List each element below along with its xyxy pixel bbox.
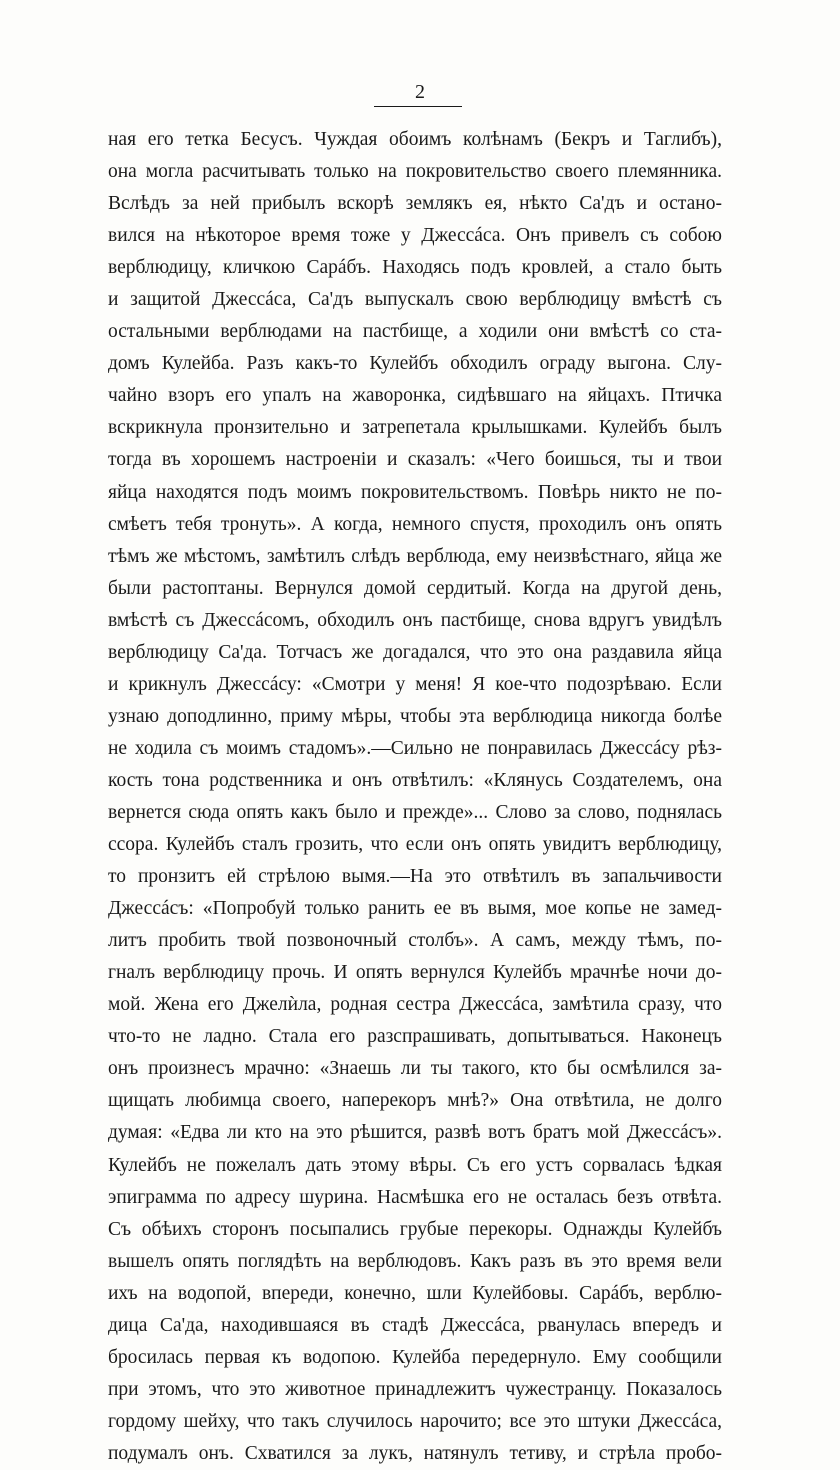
text-line: Съ обѣихъ сторонъ посыпались грубые перекоры. Однажды Кулейбъ xyxy=(108,1218,722,1240)
text-line: верблюдицу, кличкою Сарáбъ. Находясь подъ кровлей, а стало быть xyxy=(108,257,722,279)
text-line: дица Са'да, находившаяся въ стадѣ Джессáса, рванулась впередъ и xyxy=(108,1314,722,1336)
text-line: думая: «Едва ли кто на это рѣшится, развѣ вотъ братъ мой Джессáсъ». xyxy=(108,1122,722,1144)
text-line: бросилась первая къ водопою. Кулейба передернуло. Ему сообщили xyxy=(108,1346,722,1368)
text-line: подумалъ онъ. Схватился за лукъ, натянулъ тетиву, и стрѣла пробо- xyxy=(108,1442,722,1464)
text-line: домъ Кулейба. Разъ какъ-то Кулейбъ обходилъ ограду выгона. Слу- xyxy=(108,353,722,375)
text-line: тогда въ хорошемъ настроеніи и сказалъ: «Чего боишься, ты и твои xyxy=(108,449,722,471)
text-line: что-то не ладно. Стала его разспрашивать, допытываться. Наконецъ xyxy=(108,1026,722,1048)
text-line: были растоптаны. Вернулся домой сердитый. Когда на другой день, xyxy=(108,577,722,599)
text-line: Вслѣдъ за ней прибылъ вскорѣ землякъ ея, нѣкто Са'дъ и остано- xyxy=(108,193,722,215)
text-line: щищать любимца своего, наперекоръ мнѣ?» Она отвѣтила, не долго xyxy=(108,1090,722,1112)
text-line: вился на нѣкоторое время тоже у Джессáса. Онъ привелъ съ собою xyxy=(108,225,722,247)
text-line: вмѣстѣ съ Джессáсомъ, обходилъ онъ пастбище, снова вдругъ увидѣлъ xyxy=(108,609,722,631)
text-line: ная его тетка Бесусъ. Чуждая обоимъ колѣнамъ (Бекръ и Таглибъ), xyxy=(108,129,722,150)
text-line: литъ пробить твой позвоночный столбъ». А самъ, между тѣмъ, по- xyxy=(108,930,722,952)
text-line: вернется сюда опять какъ было и прежде»... Слово за слово, поднялась xyxy=(108,801,722,823)
text-line: гналъ верблюдицу прочь. И опять вернулся Кулейбъ мрачнѣе ночи до- xyxy=(108,962,722,984)
text-line: и защитой Джессáса, Са'дъ выпускалъ свою верблюдицу вмѣстѣ съ xyxy=(108,289,722,311)
text-line: эпиграмма по адресу шурина. Насмѣшка его не осталась безъ отвѣта. xyxy=(108,1186,722,1208)
text-line: тѣмъ же мѣстомъ, замѣтилъ слѣдъ верблюда, ему неизвѣстнаго, яйца же xyxy=(108,545,722,567)
text-line: и крикнулъ Джессáсу: «Смотри у меня! Я кое-что подозрѣваю. Если xyxy=(108,673,722,695)
text-line: яйца находятся подъ моимъ покровительствомъ. Повѣрь никто не по- xyxy=(108,481,722,503)
text-line: Кулейбъ не пожелалъ дать этому вѣры. Съ его устъ сорвалась ѣдкая xyxy=(108,1154,722,1176)
text-line: чайно взоръ его упалъ на жаворонка, сидѣвшаго на яйцахъ. Птичка xyxy=(108,385,722,407)
text-line: вскрикнула пронзительно и затрепетала крылышками. Кулейбъ былъ xyxy=(108,417,722,439)
text-line: кость тона родственника и онъ отвѣтилъ: «Клянусь Создателемъ, она xyxy=(108,769,722,791)
text-line: то пронзитъ ей стрѣлою вымя.—На это отвѣтилъ въ запальчивости xyxy=(108,866,722,888)
text-line: ихъ на водопой, впереди, конечно, шли Кулейбовы. Сарáбъ, верблю- xyxy=(108,1282,722,1304)
text-line: остальными верблюдами на пастбище, а ходили они вмѣстѣ со ста- xyxy=(108,321,722,343)
text-line: вышелъ опять поглядѣть на верблюдовъ. Какъ разъ въ это время вели xyxy=(108,1250,722,1272)
text-line: ссора. Кулейбъ сталъ грозить, что если онъ опять увидитъ верблюдицу, xyxy=(108,834,722,856)
text-line: мой. Жена его Джелѝла, родная сестра Джессáса, замѣтила сразу, что xyxy=(108,994,722,1016)
text-line: смѣетъ тебя тронуть». А когда, немного спустя, проходилъ онъ опять xyxy=(108,513,722,535)
text-line: при этомъ, что это животное принадлежитъ чужестранцу. Показалось xyxy=(108,1378,722,1400)
text-line: онъ произнесъ мрачно: «Знаешь ли ты такого, кто бы осмѣлился за- xyxy=(108,1058,722,1080)
text-line: гордому шейху, что такъ случилось нарочито; все это штуки Джессáса, xyxy=(108,1410,722,1432)
text-line: узнаю доподлинно, приму мѣры, чтобы эта верблюдица никогда болѣе xyxy=(108,705,722,727)
text-line: Джессáсъ: «Попробуй только ранить ее въ вымя, мое копье не замед- xyxy=(108,898,722,920)
body-text xyxy=(108,124,722,1470)
page-number: 2 xyxy=(415,81,425,103)
text-line: верблюдицу Са'да. Тотчасъ же догадался, что это она раздавила яйца xyxy=(108,641,722,663)
text-line: она могла расчитывать только на покровительство своего племянника. xyxy=(108,161,722,183)
header-rule xyxy=(374,106,462,107)
text-line: не ходила съ моимъ стадомъ».—Сильно не понравилась Джессáсу рѣз- xyxy=(108,737,722,759)
